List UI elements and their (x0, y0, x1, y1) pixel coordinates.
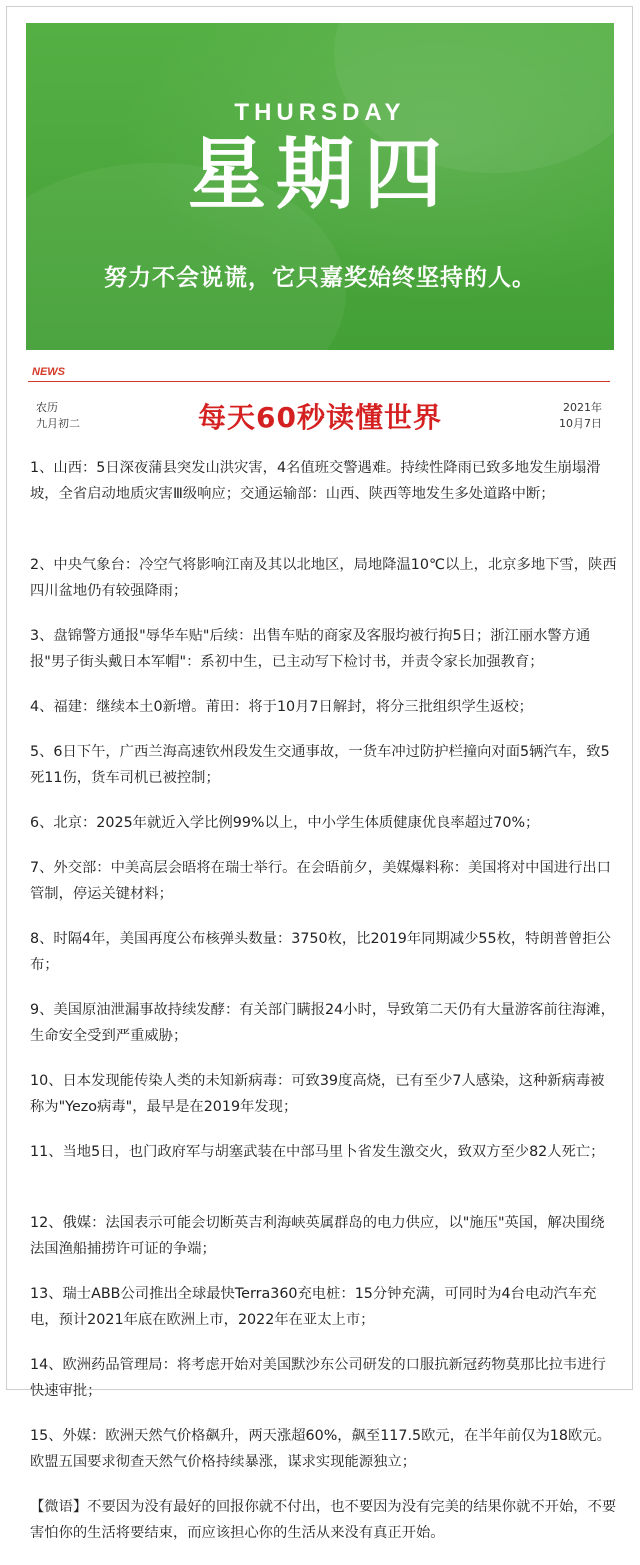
news-item: 7、外交部：中美高层会晤将在瑞士举行。在会晤前夕，美媒爆料称：美国将对中国进行出口管制，停运关键材料； (30, 860, 611, 902)
motto: 努力不会说谎，它只嘉奖始终坚持的人。 (104, 265, 536, 291)
news-item: 13、瑞士ABB公司推出全球最快Terra360充电桩：15分钟充满，可同时为4台电动汽车充电，预计2021年底在欧洲上市，2022年在亚太上市； (30, 1286, 597, 1328)
news-item: 8、时隔4年，美国再度公布核弹头数量：3750枚，比2019年同期减少55枚，特朗普曾拒公布； (30, 931, 611, 973)
lunar-day: 九月初二 (36, 417, 80, 430)
news-item: 2、中央气象台：冷空气将影响江南及其以北地区，局地降温10℃以上，北京多地下雪，陕西四川盆地仍有较强降雨； (30, 557, 617, 599)
news-item: 11、当地5日，也门政府军与胡塞武装在中部马里卜省发生激交火，致双方至少82人死亡； (30, 1144, 605, 1160)
news-item: 5、6日下午，广西兰海高速钦州段发生交通事故，一货车冲过防护栏撞向对面5辆汽车，致5死11伤，货车司机已被控制； (30, 744, 610, 786)
lunar-calendar-label: 农历 (36, 401, 58, 414)
news-item: 3、盘锦警方通报"辱华车贴"后续：出售车贴的商家及客服均被行拘5日；浙江丽水警方通报"男子街头戴日本军帽"：系初中生，已主动写下检讨书，并责令家长加强教育； (30, 628, 591, 670)
news-item: 4、福建：继续本土0新增。莆田：将于10月7日解封，将分三批组织学生返校； (30, 699, 533, 715)
news-label: NEWS (32, 366, 65, 378)
daily-quote: 【微语】不要因为没有最好的回报你就不付出，也不要因为没有完美的结果你就不开始，不要害怕你的生活将要结束，而应该担心你的生活从来没有真正开始。 (30, 1499, 617, 1541)
gregorian-date (559, 400, 602, 432)
news-item: 14、欧洲药品管理局：将考虑开始对美国默沙东公司研发的口服抗新冠药物莫那比拉韦进行快速审批； (30, 1357, 606, 1399)
date-day: 10月7日 (559, 417, 602, 430)
header-banner (26, 23, 614, 350)
news-item: 6、北京：2025年就近入学比例99%以上，中小学生体质健康优良率超过70%； (30, 815, 540, 831)
divider (28, 381, 610, 382)
news-list (30, 455, 618, 1565)
news-item: 15、外媒：欧洲天然气价格飙升，两天涨超60%，飙至117.5欧元，在半年前仅为18欧元。欧盟五国要求彻查天然气价格持续暴涨，谋求实现能源独立； (30, 1428, 611, 1470)
page-title: 每天60秒读懂世界 (198, 401, 442, 434)
news-item: 10、日本发现能传染人类的未知新病毒：可致39度高烧，已有至少7人感染，这种新病毒被称为"Yezo病毒"，最早是在2019年发现； (30, 1073, 605, 1115)
weekday-chinese: 星期四 (187, 130, 452, 220)
weekday-english: THURSDAY (234, 99, 406, 126)
news-item: 1、山西：5日深夜蒲县突发山洪灾害，4名值班交警遇难。持续性降雨已致多地发生崩塌滑坡，全省启动地质灾害Ⅲ级响应；交通运输部：山西、陕西等地发生多处道路中断； (30, 460, 601, 502)
news-item: 9、美国原油泄漏事故持续发酵：有关部门瞒报24小时，导致第二天仍有大量游客前往海滩，生命安全受到严重威胁； (30, 1002, 615, 1044)
date-year: 2021年 (563, 401, 602, 414)
news-item: 12、俄媒：法国表示可能会切断英吉利海峡英属群岛的电力供应，以"施压"英国，解决围绕法国渔船捕捞许可证的争端； (30, 1215, 605, 1257)
